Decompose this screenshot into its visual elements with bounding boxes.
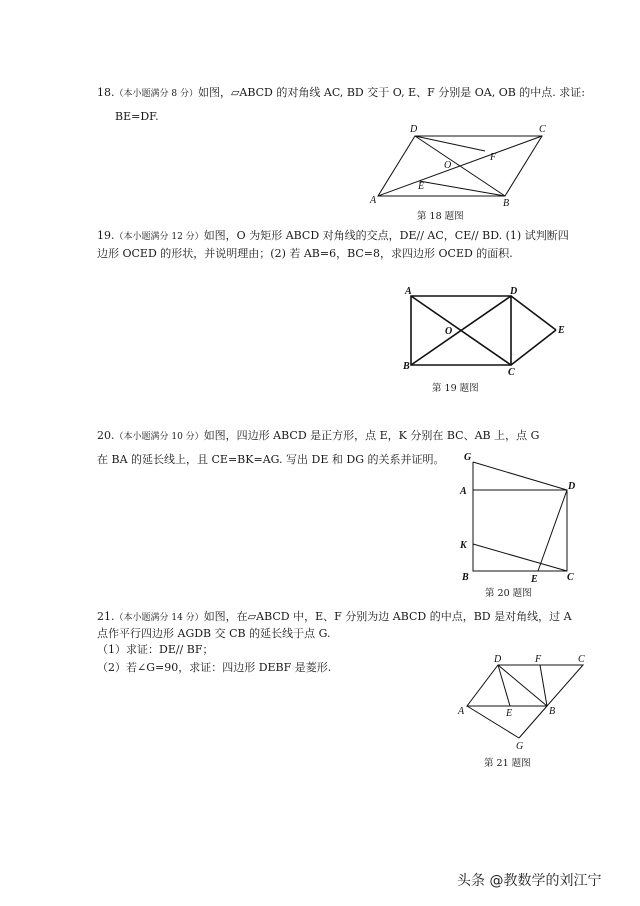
q21-item-1: （1）求证：DE// BF； bbox=[97, 643, 214, 656]
watermark-text: 头条 @教数学的刘江宁 bbox=[457, 873, 602, 889]
q18-label-d: D bbox=[410, 124, 418, 135]
q19-label-o: O bbox=[445, 326, 453, 337]
q21-label-c: C bbox=[578, 654, 585, 665]
q20-label-c: C bbox=[567, 572, 574, 583]
q21-text-2: 点作平行四边形 AGDB 交 CB 的延长线于点 G. bbox=[97, 627, 331, 640]
q21-label-e: E bbox=[506, 708, 513, 719]
q19-text-1: 如图，O 为矩形 ABCD 对角线的交点，DE// AC，CE// BD. (1) 试判断四 bbox=[203, 229, 569, 242]
q21-caption: 第 21 题图 bbox=[484, 758, 531, 769]
q20-caption: 第 20 题图 bbox=[485, 588, 532, 599]
q20-text-1: 如图，四边形 ABCD 是正方形，点 E，K 分别在 BC、AB 上，点 G bbox=[203, 429, 540, 442]
q20-label-a: A bbox=[460, 486, 467, 497]
q21-label-g: G bbox=[516, 741, 524, 752]
q21-score: （本小题满分 14 分） bbox=[114, 613, 204, 623]
q21-parallelogram bbox=[467, 665, 583, 706]
q21-number: 21. bbox=[97, 610, 115, 623]
q19-score: （本小题满分 12 分） bbox=[114, 232, 204, 242]
q18-label-a: A bbox=[370, 195, 377, 206]
q21-item-2: （2）若∠G=90，求证：四边形 DEBF 是菱形. bbox=[97, 661, 332, 674]
q21-text-1: 如图，在▱ABCD 中，E、F 分别为边 ABCD 的中点，BD 是对角线，过 A bbox=[203, 610, 572, 623]
q18-label-o: O bbox=[444, 160, 452, 171]
q18-text-2: BE=DF. bbox=[115, 110, 159, 123]
q19-label-c: C bbox=[508, 367, 515, 378]
q19-label-e: E bbox=[558, 325, 565, 336]
q20-label-e: E bbox=[531, 574, 538, 585]
q19-label-b: B bbox=[403, 361, 410, 372]
q21-segment-bf bbox=[540, 665, 547, 706]
q21-label-b: B bbox=[549, 706, 556, 717]
q18-label-c: C bbox=[539, 124, 546, 135]
q21-label-f: F bbox=[535, 654, 542, 665]
q18-label-e: E bbox=[418, 181, 425, 192]
q21-label-d: D bbox=[494, 654, 502, 665]
q18-label-b: B bbox=[503, 198, 510, 209]
q18-caption: 第 18 题图 bbox=[417, 211, 464, 222]
q20-score: （本小题满分 10 分） bbox=[114, 432, 204, 442]
q20-number: 20. bbox=[97, 429, 115, 442]
q20-label-b: B bbox=[462, 572, 469, 583]
q20-label-d: D bbox=[568, 481, 576, 492]
q19-label-d: D bbox=[510, 286, 518, 297]
q21-label-a: A bbox=[458, 706, 465, 717]
q18-label-f: F bbox=[490, 152, 497, 163]
q21-diagonal-bd bbox=[498, 665, 547, 706]
q20-label-g: G bbox=[464, 452, 472, 463]
q18-score: （本小题满分 8 分） bbox=[114, 89, 198, 99]
q19-text-2: 边形 OCED 的形状，并说明理由；(2) 若 AB=6，BC=8，求四边形 OCED 的面积. bbox=[97, 247, 513, 260]
q19-label-a: A bbox=[405, 286, 412, 297]
q19-caption: 第 19 题图 bbox=[432, 383, 479, 394]
q21-segment-gb bbox=[519, 706, 547, 738]
q20-text-2: 在 BA 的延长线上，且 CE=BK=AG. 写出 DE 和 DG 的关系并证明。 bbox=[97, 453, 445, 466]
q21-segment-de bbox=[498, 665, 510, 706]
q19-number: 19. bbox=[97, 229, 115, 242]
q18-text-1: 如图，▱ABCD 的对角线 AC, BD 交于 O, E、F 分别是 OA, OB 的中点. 求证: bbox=[197, 86, 586, 99]
q18-number: 18. bbox=[97, 86, 115, 99]
q20-label-k: K bbox=[460, 540, 467, 551]
